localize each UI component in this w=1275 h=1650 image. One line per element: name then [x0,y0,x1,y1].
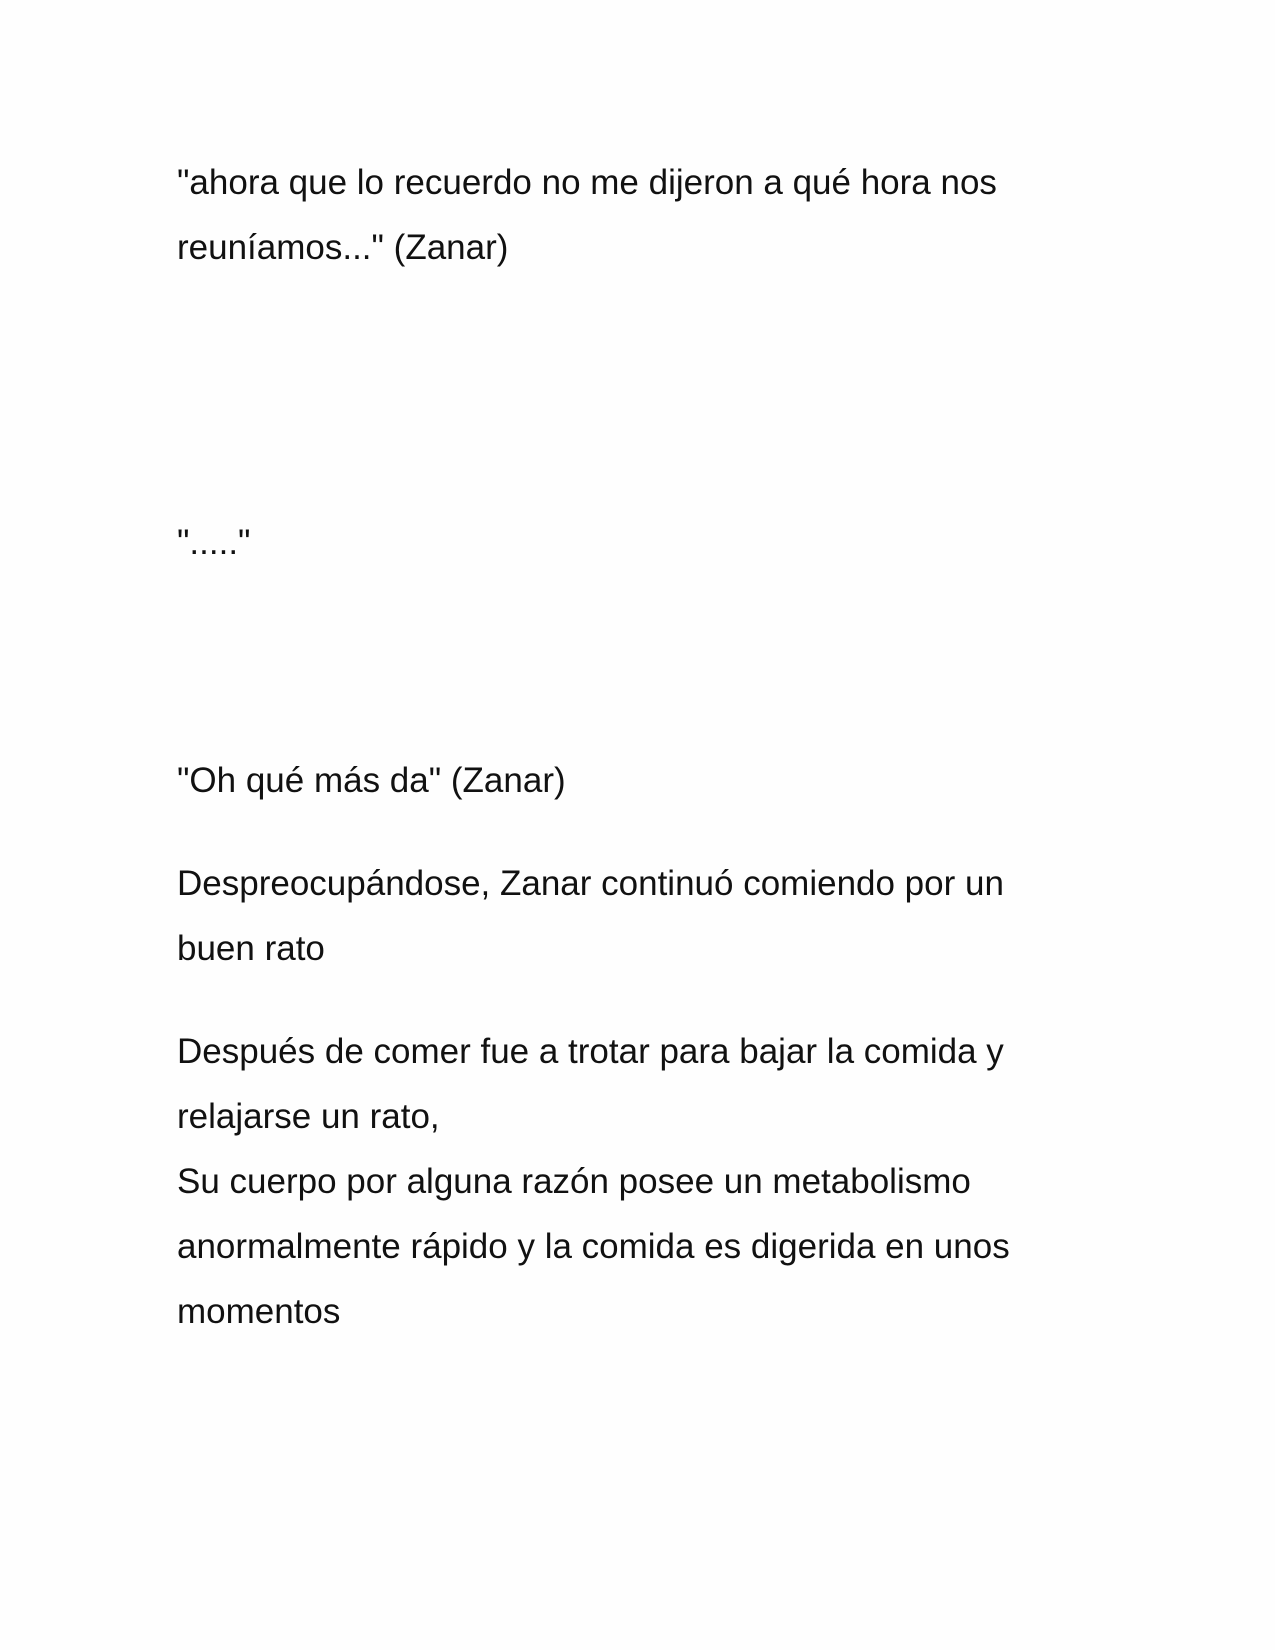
text-line-8: relajarse un rato, [177,1097,440,1136]
text-line-5: Despreocupándose, Zanar continuó comiendo por un [177,864,1004,903]
text-line-11: momentos [177,1292,341,1331]
text-line-6: buen rato [177,929,325,968]
text-line-9: Su cuerpo por alguna razón posee un metabolismo [177,1162,971,1201]
text-line-10: anormalmente rápido y la comida es digerida en unos [177,1227,1010,1266]
text-line-3: "....." [177,523,251,562]
text-line-1: "ahora que lo recuerdo no me dijeron a qué hora nos [177,163,997,202]
text-line-2: reuníamos..." (Zanar) [177,228,509,267]
text-line-4: "Oh qué más da" (Zanar) [177,761,566,800]
text-line-7: Después de comer fue a trotar para bajar la comida y [177,1032,1004,1071]
